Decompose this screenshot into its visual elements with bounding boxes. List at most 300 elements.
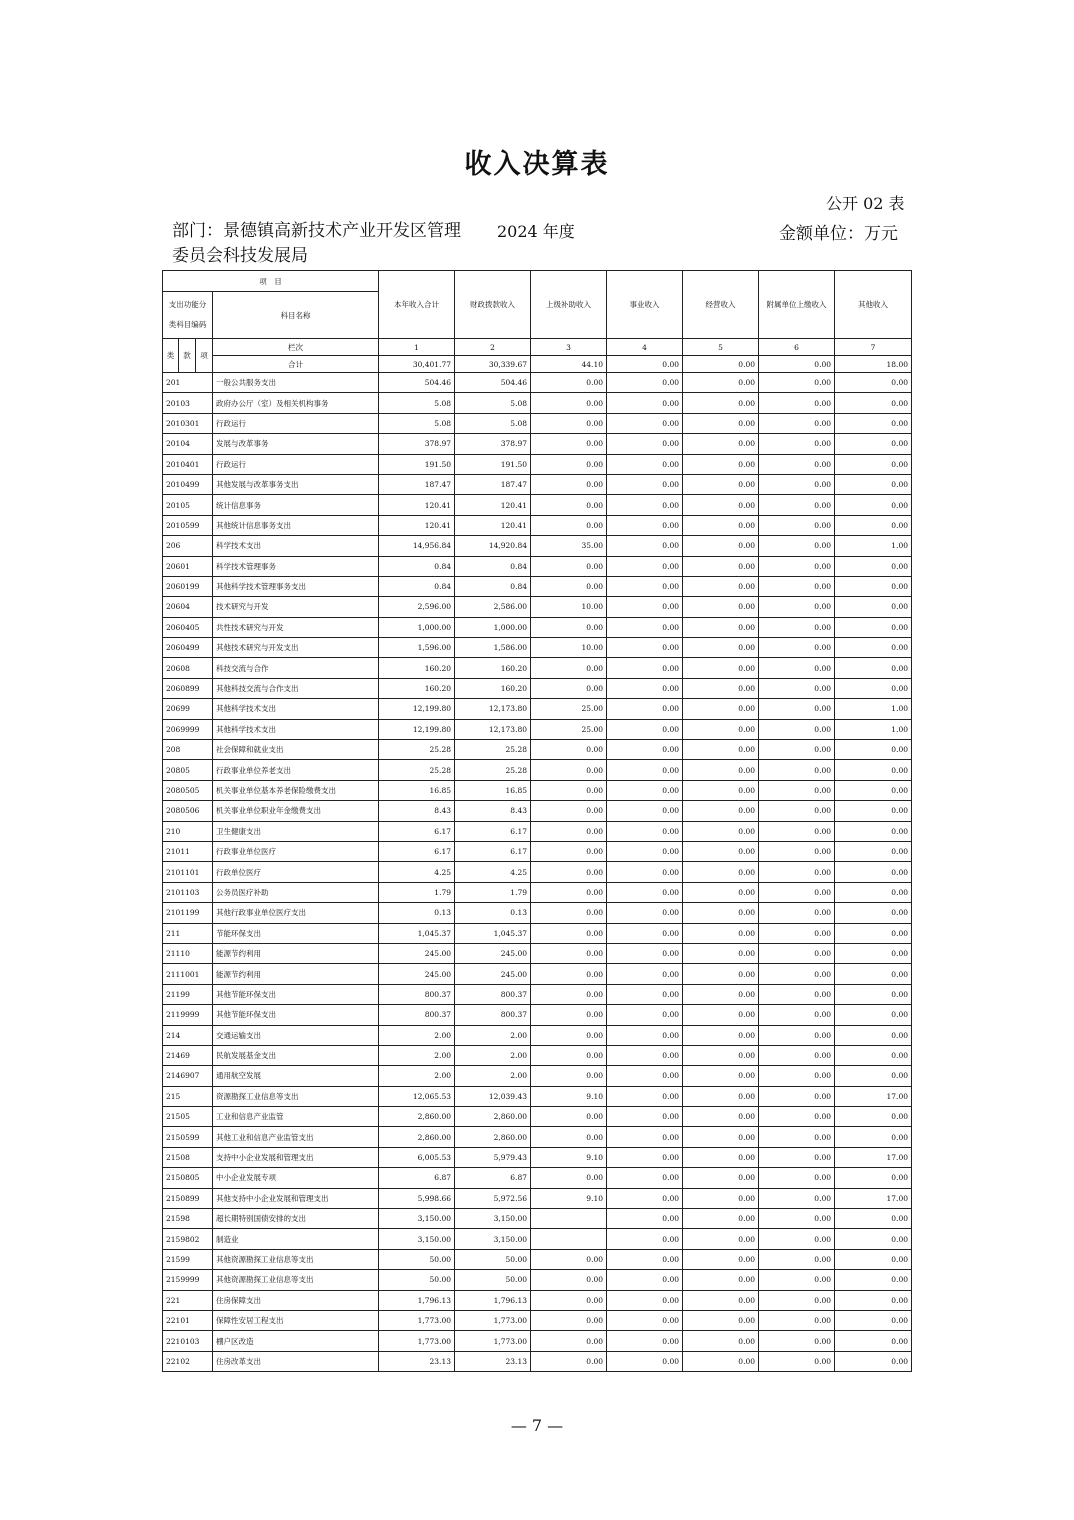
amount-cell: 0.00: [683, 1249, 759, 1269]
kuan-header: 款: [179, 339, 196, 373]
function-class-line2: 类科目编码: [168, 320, 207, 329]
subject-code: 2159802: [163, 1229, 213, 1249]
amount-cell: 5,998.66: [379, 1188, 455, 1208]
amount-cell: 0.00: [759, 964, 835, 984]
amount-cell: 0.00: [835, 862, 912, 882]
amount-cell: 0.00: [683, 1086, 759, 1106]
subject-code: 20604: [163, 597, 213, 617]
amount-cell: 0.00: [531, 1249, 607, 1269]
amount-cell: 0.84: [455, 556, 531, 576]
amount-cell: 0.00: [683, 1147, 759, 1167]
amount-cell: 0.00: [531, 576, 607, 596]
table-row: [163, 760, 912, 780]
page-title: 收入决算表: [464, 149, 610, 180]
amount-cell: 0.00: [683, 515, 759, 535]
table-row: [163, 923, 912, 943]
amount-cell: 6.17: [455, 821, 531, 841]
amount-cell: 0.00: [835, 454, 912, 474]
subject-code: 208: [163, 740, 213, 760]
amount-cell: 378.97: [455, 434, 531, 454]
amount-cell: 0.00: [759, 413, 835, 433]
amount-cell: 0.84: [379, 576, 455, 596]
col-number: 6: [759, 339, 835, 356]
subject-code: 206: [163, 536, 213, 556]
amount-cell: 0.00: [683, 495, 759, 515]
amount-cell: 0.00: [531, 434, 607, 454]
amount-cell: 0.00: [759, 943, 835, 963]
amount-cell: 1,773.00: [455, 1331, 531, 1351]
amount-cell: 0.00: [835, 821, 912, 841]
amount-cell: 160.20: [455, 678, 531, 698]
amount-cell: 0.00: [607, 556, 683, 576]
amount-cell: 0.00: [759, 1045, 835, 1065]
subject-name: 机关事业单位基本养老保险缴费支出: [213, 780, 379, 800]
amount-cell: 0.00: [683, 638, 759, 658]
amount-cell: 10.00: [531, 638, 607, 658]
table-row: [163, 699, 912, 719]
amount-cell: 0.00: [759, 638, 835, 658]
subject-name: 行政单位医疗: [213, 862, 379, 882]
subject-code: 210: [163, 821, 213, 841]
amount-cell: 0.00: [835, 1107, 912, 1127]
amount-cell: 0.00: [531, 1331, 607, 1351]
amount-cell: [531, 1229, 607, 1249]
subject-name: 其他统计信息事务支出: [213, 515, 379, 535]
amount-cell: 0.00: [835, 678, 912, 698]
amount-cell: 0.00: [835, 882, 912, 902]
subject-code: 21508: [163, 1147, 213, 1167]
amount-cell: [531, 1209, 607, 1229]
table-row: [163, 1331, 912, 1351]
amount-cell: 0.00: [531, 1066, 607, 1086]
amount-cell: 0.00: [531, 903, 607, 923]
amount-cell: 0.00: [531, 617, 607, 637]
amount-cell: 3,150.00: [455, 1209, 531, 1229]
amount-cell: 6.17: [379, 841, 455, 861]
amount-cell: 50.00: [455, 1270, 531, 1290]
table-row: [163, 841, 912, 861]
amount-cell: 0.00: [683, 1188, 759, 1208]
subject-code: 2146907: [163, 1066, 213, 1086]
amount-cell: 0.00: [531, 1127, 607, 1147]
subject-name: 政府办公厅（室）及相关机构事务: [213, 393, 379, 413]
amount-cell: 0.00: [607, 801, 683, 821]
subject-code: 2150805: [163, 1168, 213, 1188]
amount-cell: 191.50: [379, 454, 455, 474]
table-row: [163, 1351, 912, 1371]
amount-cell: 0.00: [683, 1209, 759, 1229]
col-number: 5: [683, 339, 759, 356]
subject-name: 统计信息事务: [213, 495, 379, 515]
subject-name: 其他科学技术支出: [213, 719, 379, 739]
amount-cell: 245.00: [455, 943, 531, 963]
xiang-header: 项: [196, 339, 213, 373]
subject-code: 20805: [163, 760, 213, 780]
amount-cell: 16.85: [379, 780, 455, 800]
amount-cell: 0.00: [531, 1310, 607, 1330]
amount-cell: 0.00: [607, 1270, 683, 1290]
amount-cell: 0.00: [531, 454, 607, 474]
subject-code: 21110: [163, 943, 213, 963]
table-row: [163, 1270, 912, 1290]
table-row: [163, 576, 912, 596]
subject-code: 21469: [163, 1045, 213, 1065]
amount-cell: 0.00: [835, 638, 912, 658]
table-row: [163, 984, 912, 1004]
amount-cell: 0.00: [607, 1086, 683, 1106]
function-class-header: [163, 292, 213, 339]
table-row: [163, 1127, 912, 1147]
amount-cell: 5.08: [455, 413, 531, 433]
col-header: 经营收入: [683, 271, 759, 339]
subject-name: 行政事业单位医疗: [213, 841, 379, 861]
amount-cell: 120.41: [379, 495, 455, 515]
subject-name: 保障性安居工程支出: [213, 1310, 379, 1330]
amount-cell: 0.00: [759, 1249, 835, 1269]
subject-name: 中小企业发展专项: [213, 1168, 379, 1188]
amount-cell: 0.00: [683, 841, 759, 861]
amount-cell: 0.00: [607, 1290, 683, 1310]
amount-cell: 5.08: [455, 393, 531, 413]
amount-cell: 0.00: [607, 1025, 683, 1045]
subject-name: 科技交流与合作: [213, 658, 379, 678]
amount-cell: 0.00: [683, 780, 759, 800]
amount-cell: 0.00: [759, 495, 835, 515]
amount-cell: 0.00: [531, 474, 607, 494]
subject-code: 2060405: [163, 617, 213, 637]
amount-cell: 160.20: [379, 678, 455, 698]
amount-cell: 9.10: [531, 1147, 607, 1167]
col-number: 7: [835, 339, 912, 356]
amount-cell: 0.00: [683, 984, 759, 1004]
amount-cell: 0.00: [607, 903, 683, 923]
subject-code: 2060199: [163, 576, 213, 596]
amount-cell: 0.00: [531, 882, 607, 902]
subject-name: 其他工业和信息产业监管支出: [213, 1127, 379, 1147]
table-row: [163, 515, 912, 535]
amount-cell: 0.00: [683, 393, 759, 413]
amount-cell: 0.00: [759, 1147, 835, 1167]
amount-cell: 191.50: [455, 454, 531, 474]
table-row: [163, 454, 912, 474]
amount-cell: 0.00: [835, 964, 912, 984]
subject-code: 21598: [163, 1209, 213, 1229]
subject-name: 科学技术管理事务: [213, 556, 379, 576]
amount-cell: 0.00: [683, 1107, 759, 1127]
table-row: [163, 1209, 912, 1229]
amount-cell: 0.00: [759, 536, 835, 556]
amount-cell: 12,065.53: [379, 1086, 455, 1106]
amount-cell: 0.00: [531, 984, 607, 1004]
amount-cell: 0.00: [759, 1310, 835, 1330]
amount-cell: 0.00: [531, 373, 607, 393]
amount-cell: 378.97: [379, 434, 455, 454]
amount-cell: 1,045.37: [379, 923, 455, 943]
total-label: 合计: [213, 356, 379, 373]
amount-cell: 0.00: [531, 1351, 607, 1371]
amount-cell: 6,005.53: [379, 1147, 455, 1167]
amount-cell: 0.00: [607, 1045, 683, 1065]
amount-cell: 0.00: [759, 1066, 835, 1086]
amount-cell: 0.00: [531, 413, 607, 433]
amount-cell: 1,586.00: [455, 638, 531, 658]
col-header: 本年收入合计: [379, 271, 455, 339]
amount-cell: 245.00: [455, 964, 531, 984]
amount-cell: 0.00: [683, 821, 759, 841]
amount-cell: 0.00: [835, 393, 912, 413]
amount-cell: 0.00: [683, 882, 759, 902]
amount-cell: 0.00: [759, 862, 835, 882]
amount-cell: 0.00: [683, 1229, 759, 1249]
subject-name: 工业和信息产业监管: [213, 1107, 379, 1127]
subject-name: 通用航空发展: [213, 1066, 379, 1086]
table-row: [163, 638, 912, 658]
subject-name: 其他支持中小企业发展和管理支出: [213, 1188, 379, 1208]
amount-cell: 0.00: [607, 780, 683, 800]
amount-cell: 120.41: [455, 495, 531, 515]
amount-cell: 0.00: [835, 801, 912, 821]
table-row: [163, 862, 912, 882]
amount-cell: 0.00: [683, 1270, 759, 1290]
amount-cell: 35.00: [531, 536, 607, 556]
amount-cell: 0.00: [607, 1331, 683, 1351]
subject-name: 一般公共服务支出: [213, 373, 379, 393]
amount-cell: 0.00: [531, 1025, 607, 1045]
amount-cell: 1,596.00: [379, 638, 455, 658]
lei-header: 类: [163, 339, 179, 373]
subject-code: 2159999: [163, 1270, 213, 1290]
total-value: 18.00: [835, 356, 912, 373]
table-row: [163, 597, 912, 617]
amount-cell: 0.00: [835, 903, 912, 923]
amount-cell: 0.00: [683, 373, 759, 393]
amount-cell: 0.00: [759, 678, 835, 698]
amount-cell: 0.00: [607, 1351, 683, 1371]
subject-code: 2060899: [163, 678, 213, 698]
subject-name: 其他科技交流与合作支出: [213, 678, 379, 698]
subject-code: 21599: [163, 1249, 213, 1269]
amount-cell: 0.00: [683, 1310, 759, 1330]
amount-cell: 0.00: [683, 923, 759, 943]
total-value: 0.00: [759, 356, 835, 373]
amount-cell: 50.00: [379, 1249, 455, 1269]
amount-cell: 17.00: [835, 1188, 912, 1208]
amount-cell: 0.84: [455, 576, 531, 596]
total-value: 44.10: [531, 356, 607, 373]
amount-cell: 0.00: [835, 413, 912, 433]
amount-cell: 0.00: [683, 740, 759, 760]
amount-cell: 0.00: [759, 1188, 835, 1208]
amount-cell: 0.00: [759, 1127, 835, 1147]
amount-cell: 0.00: [607, 1147, 683, 1167]
amount-cell: 2,596.00: [379, 597, 455, 617]
amount-cell: 0.13: [455, 903, 531, 923]
col-index-label: 栏次: [213, 339, 379, 356]
col-header: 财政拨款收入: [455, 271, 531, 339]
amount-cell: 0.00: [607, 1229, 683, 1249]
subject-code: 2010599: [163, 515, 213, 535]
subject-name: 住房保障支出: [213, 1290, 379, 1310]
amount-cell: 0.00: [759, 841, 835, 861]
amount-cell: 2,860.00: [455, 1127, 531, 1147]
amount-cell: 0.00: [607, 841, 683, 861]
amount-cell: 0.00: [531, 678, 607, 698]
amount-cell: 0.00: [607, 495, 683, 515]
table-row: [163, 434, 912, 454]
table-row: [163, 740, 912, 760]
subject-name: 超长期特别国债安排的支出: [213, 1209, 379, 1229]
amount-cell: 0.00: [607, 821, 683, 841]
amount-cell: 6.17: [455, 841, 531, 861]
amount-cell: 0.13: [379, 903, 455, 923]
amount-cell: 0.00: [759, 454, 835, 474]
subject-code: 2119999: [163, 1005, 213, 1025]
amount-cell: 0.00: [683, 1005, 759, 1025]
amount-cell: 0.00: [607, 699, 683, 719]
table-row: [163, 1310, 912, 1330]
amount-cell: 0.00: [759, 984, 835, 1004]
amount-cell: 0.00: [759, 474, 835, 494]
table-row: [163, 1168, 912, 1188]
col-number: 3: [531, 339, 607, 356]
amount-cell: 12,199.80: [379, 699, 455, 719]
amount-cell: 0.00: [607, 1168, 683, 1188]
amount-cell: 160.20: [455, 658, 531, 678]
amount-cell: 1,000.00: [455, 617, 531, 637]
table-row: [163, 658, 912, 678]
table-row: [163, 1107, 912, 1127]
amount-cell: 0.00: [683, 576, 759, 596]
amount-cell: 5,979.43: [455, 1147, 531, 1167]
amount-cell: 23.13: [379, 1351, 455, 1371]
amount-cell: 0.00: [683, 964, 759, 984]
amount-cell: 50.00: [455, 1249, 531, 1269]
subject-code: 221: [163, 1290, 213, 1310]
amount-cell: 2,860.00: [379, 1107, 455, 1127]
amount-cell: 0.00: [759, 434, 835, 454]
amount-cell: 0.00: [607, 1188, 683, 1208]
amount-cell: 1,000.00: [379, 617, 455, 637]
amount-cell: 14,920.84: [455, 536, 531, 556]
amount-cell: 0.00: [531, 923, 607, 943]
table-row: [163, 1147, 912, 1167]
amount-cell: 0.00: [759, 1270, 835, 1290]
amount-cell: 0.00: [607, 1107, 683, 1127]
amount-cell: 0.00: [835, 1209, 912, 1229]
subject-name: 卫生健康支出: [213, 821, 379, 841]
subject-code: 214: [163, 1025, 213, 1045]
amount-cell: 0.00: [835, 576, 912, 596]
amount-cell: 5.08: [379, 413, 455, 433]
table-row: [163, 943, 912, 963]
amount-cell: 0.00: [683, 597, 759, 617]
amount-cell: 504.46: [379, 373, 455, 393]
amount-cell: 0.00: [835, 617, 912, 637]
subject-name: 制造业: [213, 1229, 379, 1249]
subject-code: 22102: [163, 1351, 213, 1371]
table-row: [163, 556, 912, 576]
col-header: 上级补助收入: [531, 271, 607, 339]
table-row: [163, 678, 912, 698]
total-value: 0.00: [683, 356, 759, 373]
amount-cell: 6.87: [455, 1168, 531, 1188]
amount-cell: 0.00: [683, 903, 759, 923]
amount-cell: 0.00: [835, 984, 912, 1004]
amount-cell: 0.00: [607, 638, 683, 658]
amount-cell: 160.20: [379, 658, 455, 678]
subject-code: 2101103: [163, 882, 213, 902]
amount-cell: 0.00: [759, 1107, 835, 1127]
amount-cell: 1.00: [835, 719, 912, 739]
amount-cell: 25.28: [455, 740, 531, 760]
col-number: 1: [379, 339, 455, 356]
amount-cell: 0.00: [683, 556, 759, 576]
amount-cell: 2,586.00: [455, 597, 531, 617]
amount-cell: 0.00: [531, 495, 607, 515]
amount-cell: 0.00: [683, 1351, 759, 1371]
amount-cell: 0.00: [835, 1290, 912, 1310]
amount-cell: 0.00: [759, 617, 835, 637]
amount-cell: 5,972.56: [455, 1188, 531, 1208]
amount-cell: 0.00: [607, 984, 683, 1004]
amount-cell: 0.00: [759, 780, 835, 800]
amount-cell: 1,796.13: [455, 1290, 531, 1310]
amount-cell: 2,860.00: [455, 1107, 531, 1127]
amount-cell: 0.00: [759, 821, 835, 841]
table-row: [163, 474, 912, 494]
subject-code: 20103: [163, 393, 213, 413]
amount-cell: 1.79: [455, 882, 531, 902]
amount-cell: 0.00: [531, 1270, 607, 1290]
amount-cell: 0.00: [607, 536, 683, 556]
amount-cell: 12,173.80: [455, 719, 531, 739]
table-row: [163, 801, 912, 821]
amount-cell: 0.00: [835, 1045, 912, 1065]
subject-code: 20608: [163, 658, 213, 678]
amount-cell: 0.00: [835, 740, 912, 760]
amount-cell: 0.00: [683, 536, 759, 556]
amount-cell: 9.10: [531, 1086, 607, 1106]
amount-cell: 0.00: [607, 434, 683, 454]
subject-name: 共性技术研究与开发: [213, 617, 379, 637]
table-row: [163, 1005, 912, 1025]
amount-cell: 2.00: [455, 1045, 531, 1065]
amount-cell: 4.25: [455, 862, 531, 882]
amount-cell: 0.00: [531, 1045, 607, 1065]
amount-cell: 0.00: [835, 1168, 912, 1188]
table-row: [163, 413, 912, 433]
subject-name: 资源勘探工业信息等支出: [213, 1086, 379, 1106]
amount-cell: 25.28: [455, 760, 531, 780]
amount-cell: 0.00: [683, 760, 759, 780]
amount-cell: 0.00: [835, 434, 912, 454]
amount-cell: 0.00: [759, 923, 835, 943]
amount-cell: 1.00: [835, 536, 912, 556]
amount-cell: 0.00: [683, 1066, 759, 1086]
subject-code: 20104: [163, 434, 213, 454]
amount-cell: 16.85: [455, 780, 531, 800]
amount-cell: 0.00: [835, 1066, 912, 1086]
amount-cell: 12,199.80: [379, 719, 455, 739]
amount-cell: 0.00: [607, 454, 683, 474]
amount-cell: 0.00: [683, 1025, 759, 1045]
amount-cell: 23.13: [455, 1351, 531, 1371]
amount-cell: 0.00: [835, 1249, 912, 1269]
amount-cell: 0.00: [607, 373, 683, 393]
amount-cell: 1,045.37: [455, 923, 531, 943]
amount-cell: 0.00: [607, 923, 683, 943]
amount-cell: 2.00: [379, 1025, 455, 1045]
